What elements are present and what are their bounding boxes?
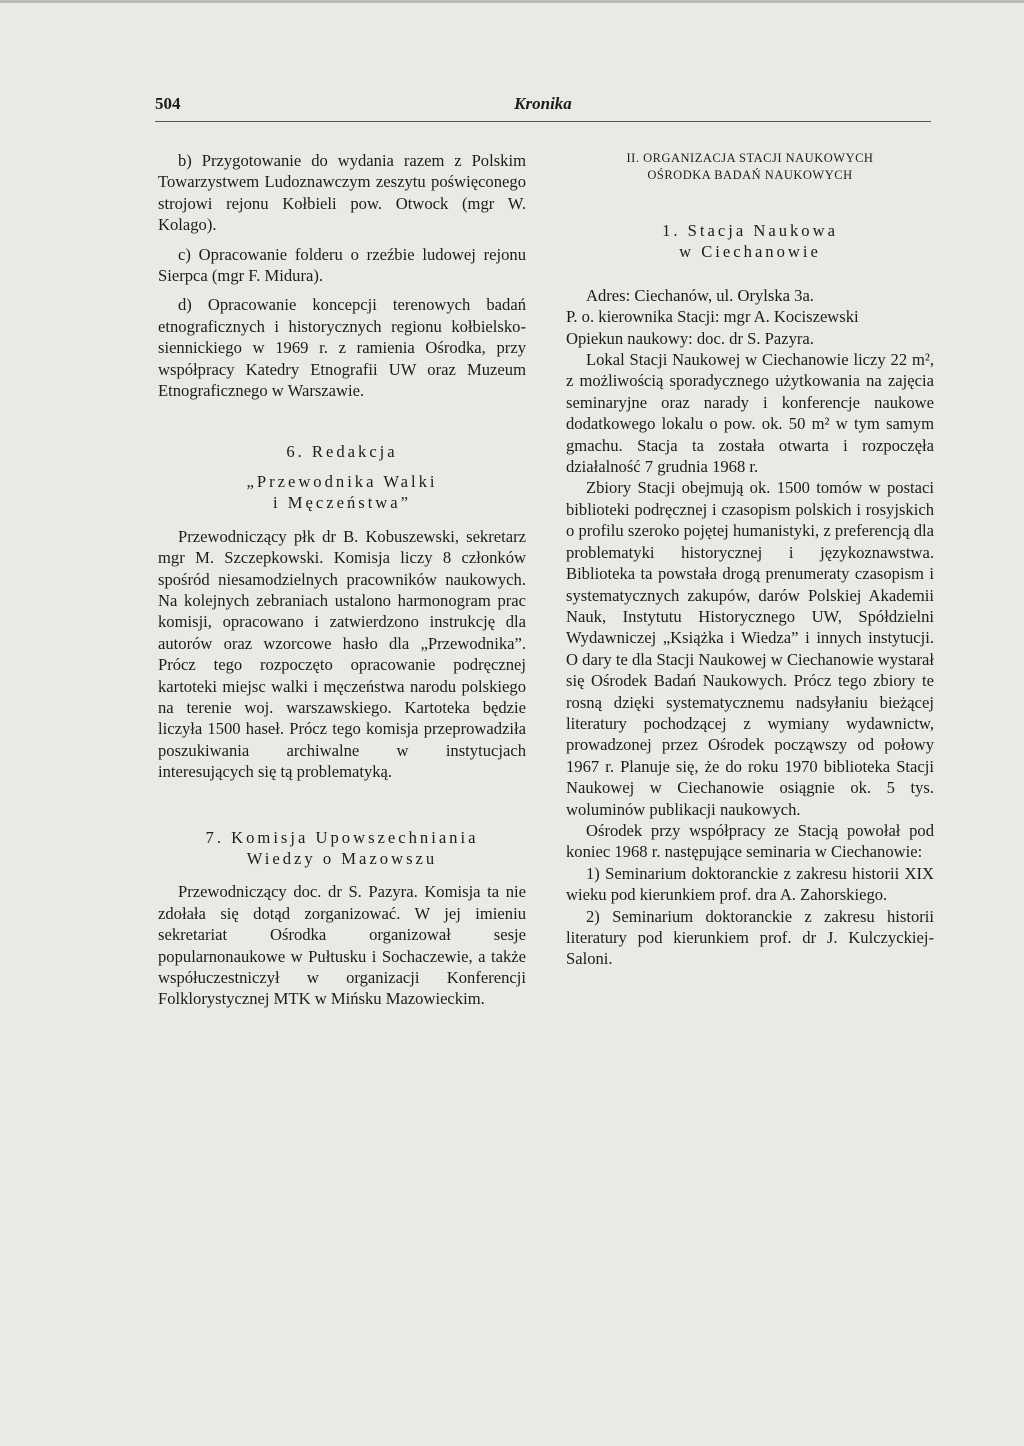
paragraph-collections: Zbiory Stacji obejmują ok. 1500 tomów w postaci biblioteki podręcznej i czasopism polskich i rosyjskich o profilu szeroko pojętej humanistyki, z preferencją dla problematyki historycznej i językoznawstwa. Biblioteka ta powstała drogą prenumeraty czasopism i systematycznych zakupów, darów Polskiej Akademii Nauk, Instytutu Historycznego UW, Spółdzielni Wydawniczej „Książka i Wiedza” i innych instytucji. O dary te dla Stacji Naukowej w Ciechanowie wystarał się Ośrodek Badań Naukowych. Prócz tego zbiory te rosną dzięki systematycznemu nadsyłaniu bieżącej literatury pochodzącej z wymiany wydawnictw, prowadzonej przez Ośrodek począwszy od połowy 1967 r. Planuje się, że do roku 1970 biblioteka Stacji Naukowej w Ciechanowie osiągnie ok. 5 tys. woluminów publikacji naukowych.	[566, 478, 934, 819]
paragraph-item-c: c) Opracowanie folderu o rzeźbie ludowej rejonu Sierpca (mgr F. Midura).	[158, 244, 526, 286]
paragraph-seminars-intro: Ośrodek przy współpracy ze Stacją powołał pod koniec 1968 r. następujące seminaria w Ciechanowie:	[566, 820, 934, 862]
section-6-subheading-1: „Przewodnika Walki	[246, 471, 438, 491]
section-7-heading-2: Wiedzy o Mazowszu	[246, 848, 438, 868]
section-6-body: Przewodniczący płk dr B. Kobuszewski, sekretarz mgr M. Szczepkowski. Komisja liczy 8 członków spośród niesamodzielnych pracowników naukowych. Na kolejnych zebraniach ustalono harmonogram prac komisji, opracowano i zatwierdzono instrukcję dla autorów oraz wzorcowe hasło dla „Przewodnika”. Prócz tego rozpoczęto opracowanie podręcznej kartoteki miejsc walki i męczeństwa narodu polskiego na terenie woj. warszawskiego. Kartoteka będzie liczyła 1500 haseł. Prócz tego komisja przeprowadziła poszukiwania archiwalne w instytucjach interesujących się tą problematyką.	[158, 526, 526, 782]
paragraph-item-b: b) Przygotowanie do wydania razem z Polskim Towarzystwem Ludoznawczym zeszytu poświęconego strojowi rejonu Kołbieli pow. Otwock (mgr W. Kolago).	[158, 151, 526, 235]
right-column	[566, 150, 934, 970]
section-6-heading: 6. Redakcja	[286, 442, 398, 462]
seminar-2: 2) Seminarium doktoranckie z zakresu historii literatury pod kierunkiem prof. dr J. Kulczycki​ej-Saloni.	[566, 906, 934, 969]
left-column	[158, 150, 526, 1010]
station-director: P. o. kierownika Stacji: mgr A. Kociszewski	[566, 307, 859, 327]
section-6-subheading-2: i Męczeństwa”	[272, 493, 412, 513]
station-supervisor: Opiekun naukowy: doc. dr S. Pazyra.	[566, 328, 814, 348]
section-2-heading-2: OŚRODKA BADAŃ NAUKOWYCH	[647, 168, 853, 182]
station-address: Adres: Ciechanów, ul. Orylska 3a.	[586, 285, 814, 305]
seminar-1: 1) Seminarium doktoranckie z zakresu historii XIX wieku pod kierunkiem prof. dra A. Zahorskiego.	[566, 863, 934, 905]
section-2-heading-1: II. ORGANIZACJA STACJI NAUKOWYCH	[626, 151, 874, 165]
subsection-1-heading-2: w Ciechanowie	[679, 242, 821, 262]
top-edge-line	[0, 0, 1024, 3]
paragraph-item-d: d) Opracowanie koncepcji terenowych badań etnograficznych i historycznych regionu kołbielsko-siennickiego w 1969 r. z ramienia Ośrodka, przy współpracy Katedry Etnografii UW oraz Muzeum Etnograficznego w Warszawie.	[158, 295, 526, 401]
paragraph-premises: Lokal Stacji Naukowej w Ciechanowie liczy 22 m², z możliwością sporadycznego użytkowania na zajęcia seminaryjne oraz narady i konferencje naukowe dodatkowego lokalu o pow. ok. 50 m² w tym samym gmachu. Stacja ta została otwarta i rozpoczęła działalność 7 grudnia 1968 r.	[566, 350, 934, 477]
page-number: 504	[155, 94, 181, 113]
subsection-1-heading-1: 1. Stacja Naukowa	[662, 221, 838, 240]
header-rule	[155, 121, 931, 122]
running-title: Kronika	[514, 94, 572, 113]
section-7-heading-1: 7. Komisja Upowszechniania	[205, 827, 479, 847]
page-header	[155, 94, 931, 120]
section-7-body: Przewodniczący doc. dr S. Pazyra. Komisja ta nie zdołała się dotąd zorganizować. W jej imieniu sekretariat Ośrodka organizował sesje popularnonaukowe w Pułtusku i Sochaczewie, a także współuczestniczył w organizacji Konferencji Folklorystycznej MTK w Mińsku Mazowieckim.	[158, 882, 526, 1009]
